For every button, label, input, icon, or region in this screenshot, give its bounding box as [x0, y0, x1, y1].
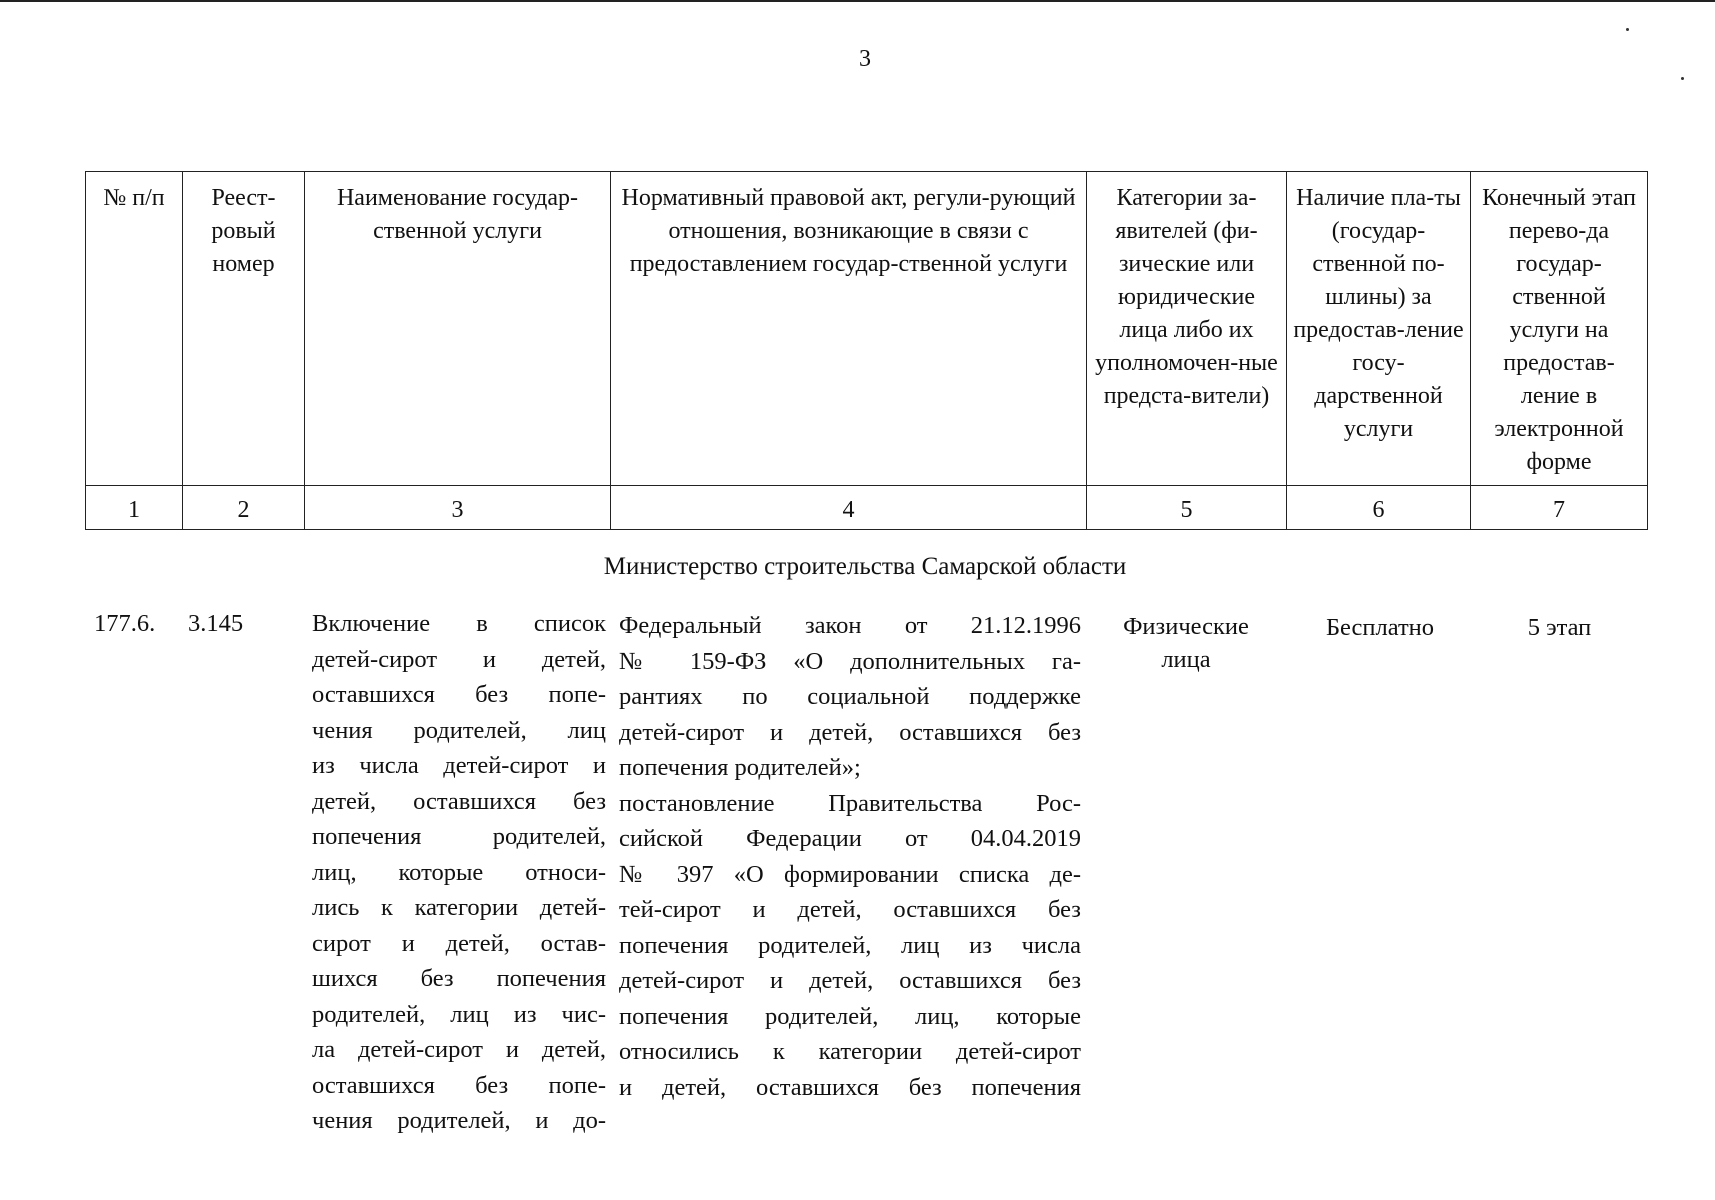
section-title: Министерство строительства Самарской области [603, 553, 1127, 580]
text-line: Включение в список [312, 610, 606, 637]
text-line: № 159-ФЗ «О дополнительных га- [619, 647, 1081, 675]
header-cell-registry: Реест-ровый номер [183, 172, 305, 486]
text-line: попечения родителей»; [619, 754, 861, 781]
column-number: 2 [183, 486, 305, 530]
text-line: чения родителей, и до- [312, 1107, 606, 1134]
text-line: сийской Федерации от 04.04.2019 [619, 825, 1081, 852]
text-line: детей, оставшихся без [312, 787, 606, 815]
legal-act [619, 608, 1081, 1105]
services-table-header [85, 171, 1648, 530]
top-rule [0, 0, 1715, 2]
column-number: 3 [305, 486, 611, 530]
text-line: шихся без попечения [312, 965, 606, 992]
header-cell-number: № п/п [86, 172, 183, 486]
header-cell-final-stage: Конечный этап перево-да государ-ственной услуги на предостав-ление в электронной форме [1471, 172, 1648, 486]
header-cell-applicants: Категории за-явителей (фи-зические или юридические лица либо их уполномочен-ные предста-вители) [1087, 172, 1287, 486]
service-name [312, 606, 606, 1139]
scan-speck [1626, 28, 1629, 31]
column-number: 1 [86, 486, 183, 530]
column-number: 5 [1087, 486, 1287, 530]
page-number: 3 [859, 46, 871, 72]
column-number-row [86, 486, 1648, 530]
applicants: Физические лица [1123, 613, 1249, 673]
header-row [86, 172, 1648, 486]
text-line: ла детей-сирот и детей, [312, 1036, 606, 1063]
text-line: № 397 «О формировании списка де- [619, 860, 1081, 888]
scan-speck [1681, 77, 1684, 80]
text-line: постановление Правительства Рос- [619, 789, 1081, 817]
text-line: родителей, лиц из чис- [312, 1000, 606, 1028]
text-line: лись к категории детей- [312, 894, 606, 921]
text-line: детей-сирот и детей, оставшихся без [619, 967, 1081, 994]
text-line: лиц, которые относи- [312, 858, 606, 886]
header-cell-legal-act: Нормативный правовой акт, регули-рующий отношения, возникающие в связи с предоставлением государ-ственной услуги [611, 172, 1087, 486]
text-line: детей-сирот и детей, [312, 645, 606, 673]
header-cell-service-name: Наименование государ-ственной услуги [305, 172, 611, 486]
text-line: из числа детей-сирот и [312, 752, 606, 779]
column-number: 7 [1471, 486, 1648, 530]
text-line: оставшихся без попе- [312, 1071, 606, 1099]
final-stage: 5 этап [1527, 614, 1592, 641]
column-number: 6 [1287, 486, 1471, 530]
text-line: попечения родителей, [312, 823, 606, 850]
text-line: Федеральный закон от 21.12.1996 [619, 612, 1081, 639]
row-number: 177.6. [94, 610, 156, 637]
fee: Бесплатно [1325, 614, 1435, 641]
registry-number: 3.145 [188, 610, 244, 637]
text-line: рантиях по социальной поддержке [619, 683, 1081, 710]
text-line: тей-сирот и детей, оставшихся без [619, 896, 1081, 923]
text-line: попечения родителей, лиц, которые [619, 1002, 1081, 1030]
text-line: относились к категории детей-сирот [619, 1038, 1081, 1065]
header-cell-fee: Наличие пла-ты (государ-ственной по-шлины) за предостав-ление госу-дарственной услуги [1287, 172, 1471, 486]
text-line: чения родителей, лиц [312, 716, 606, 744]
text-line: попечения родителей, лиц из числа [619, 931, 1081, 959]
text-line: детей-сирот и детей, оставшихся без [619, 718, 1081, 746]
text-line: и детей, оставшихся без попечения [619, 1073, 1081, 1101]
column-number: 4 [611, 486, 1087, 530]
text-line: сирот и детей, остав- [312, 929, 606, 957]
text-line: оставшихся без попе- [312, 681, 606, 708]
